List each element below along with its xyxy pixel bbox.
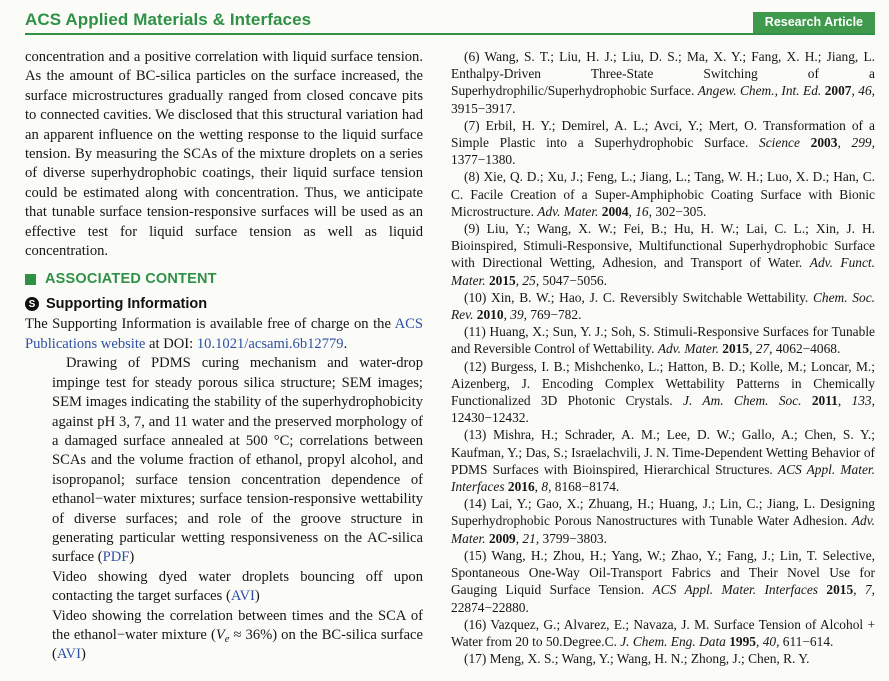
avi-link-1[interactable]: AVI bbox=[230, 588, 255, 605]
avi-link-2[interactable]: AVI bbox=[56, 646, 81, 663]
section-heading-label: ASSOCIATED CONTENT bbox=[45, 271, 217, 288]
reference-item: (10) Xin, B. W.; Hao, J. C. Reversibly Switchable Wettability. Chem. Soc. Rev. 2010, 39, 769−782. bbox=[451, 289, 875, 323]
reference-item: (13) Mishra, H.; Schrader, A. M.; Lee, D. W.; Gallo, A.; Chen, S. Y.; Kaufman, Y.; Das, S.; Israelachvili, J. N. Time-Dependent Wetting Behavior of PDMS Surfaces with Bioinspired, Hierarchical Structures. ACS Appl. Mater. Interfaces 2016, 8, 8168−8174. bbox=[451, 427, 875, 495]
si-item: Video showing the correlation between times and the SCA of the ethanol−water mixture $(V_e \approx 36\%)$ on the BC-silica surface (AVI) bbox=[52, 607, 424, 663]
pdf-link[interactable]: PDF bbox=[102, 549, 130, 566]
references-column bbox=[451, 48, 875, 667]
si-item: Video showing dyed water droplets bouncing off upon contacting the target surfaces (AVI) bbox=[52, 568, 423, 605]
section-square-icon bbox=[25, 274, 36, 285]
reference-item: (14) Lai, Y.; Gao, X.; Zhuang, H.; Huang, J.; Lin, C.; Jiang, L. Designing Superhydrophobic Porous Nanostructures with Tunable Water Adhesion. Adv. Mater. 2009, 21, 3799−3803. bbox=[451, 496, 875, 546]
reference-item: (8) Xie, Q. D.; Xu, J.; Feng, L.; Jiang, L.; Tang, W. H.; Luo, X. D.; Han, C. C. Facile Creation of a Super-Amphiphobic Coating Surface with Bionic Microstructure. Adv. Mater. 2004, 16, 302−305. bbox=[451, 169, 875, 219]
reference-item: (11) Huang, X.; Sun, Y. J.; Soh, S. Stimuli-Responsive Surfaces for Tunable and Reversible Control of Wettability. Adv. Mater. 2015, 27, 4062−4068. bbox=[451, 324, 875, 357]
intro-paragraph: concentration and a positive correlation with liquid surface tension. As the amount of BC-silica particles on the surface increased, the surface microstructures gradually ranged from closed concave pits to connected cavities. We disclosed that this structural variation had an apparent influence on the wetting response to the liquid surface tension. By measuring the SCAs of the mixture droplets on a series of diverse superhydrophobic coatings, their liquid surface tension could be estimated along with concentration. Thus, we anticipate that tunable surface tension-responsive surfaces will be used as an effective test for liquid surface tension as well as liquid concentration. bbox=[25, 49, 423, 260]
article-body bbox=[25, 48, 875, 667]
reference-item: (15) Wang, H.; Zhou, H.; Yang, W.; Zhao, Y.; Fang, J.; Lin, T. Selective, Spontaneous One-Way Oil-Transport Fabrics and Their Novel Use for Gauging Liquid Surface Tension. ACS Appl. Mater. Interfaces 2015, 7, 22874−22880. bbox=[451, 547, 875, 615]
journal-title: ACS Applied Materials & Interfaces bbox=[25, 10, 312, 29]
left-column bbox=[25, 48, 423, 667]
header-rule bbox=[25, 33, 875, 35]
supporting-information-heading bbox=[25, 296, 423, 312]
article-type-badge: Research Article bbox=[753, 12, 875, 33]
reference-item: (12) Burgess, I. B.; Mishchenko, L.; Hatton, B. D.; Kolle, M.; Loncar, M.; Aizenberg, J. Encoding Complex Wettability Patterns in Chemically Functionalized 3D Photonic Crystals. J. Am. Chem. Soc. 2011, 133, 12430−12432. bbox=[451, 358, 875, 426]
si-availability-paragraph: The Supporting Information is available free of charge on the ACS Publications website at DOI: 10.1021/acsami.6b12779. bbox=[25, 316, 423, 352]
reference-item: (7) Erbil, H. Y.; Demirel, A. L.; Avci, Y.; Mert, O. Transformation of a Simple Plastic into a Superhydrophobic Surface. Science 2003, 299, 1377−1380. bbox=[451, 117, 875, 168]
page-header bbox=[25, 10, 875, 33]
supporting-information-label: Supporting Information bbox=[46, 296, 208, 313]
reference-item: (6) Wang, S. T.; Liu, H. J.; Liu, D. S.; Ma, X. Y.; Fang, X. H.; Jiang, L. Enthalpy-Driven Three-State Switching of a Superhydrophilic/Superhydrophobic Surface. Angew. Chem., Int. Ed. 2007, 46, 3915−3917. bbox=[451, 49, 876, 116]
reference-item: (16) Vazquez, G.; Alvarez, E.; Navaza, J. M. Surface Tension of Alcohol + Water from 20 to 50.Degree.C. J. Chem. Eng. Data 1995, 40, 611−614. bbox=[451, 616, 875, 649]
doi-link[interactable]: 10.1021/acsami.6b12779 bbox=[196, 335, 344, 352]
si-item-list bbox=[52, 354, 423, 665]
associated-content-heading bbox=[25, 271, 423, 287]
supporting-info-s-icon: S bbox=[25, 297, 39, 311]
reference-item: (17) Meng, X. S.; Wang, Y.; Wang, H. N.; Zhong, J.; Chen, R. Y. bbox=[464, 651, 810, 667]
acs-publications-link[interactable]: ACS Publications website bbox=[25, 316, 423, 352]
reference-item: (9) Liu, Y.; Wang, X. W.; Fei, B.; Hu, H. W.; Lai, C. L.; Xin, J. H. Bioinspired, Stimuli-Responsive, Multifunctional Superhydrophobic Surface with Directional Wetting, Adhesion, and Transport of Water. Adv. Funct. Mater. 2015, 25, 5047−5056. bbox=[451, 221, 875, 288]
si-item: Drawing of PDMS curing mechanism and water-drop impinge test for steady porous silica structure; SEM images; SEM images indicating the stability of the superhydrophobicity against pH 3, 7, and 11 water and the preserved morphology of a damaged surface annealed at 500 °C; correlations between SCAs and the volume fraction of ethanol, propyl alcohol, and isopropanol; surface tension concentration dependence of ethanol−water mixtures; surface tension-responsive wettability of diverse surfaces; and role of the groove structure in generating particular wetting responsiveness on the AC-silica surface (PDF) bbox=[52, 355, 423, 566]
